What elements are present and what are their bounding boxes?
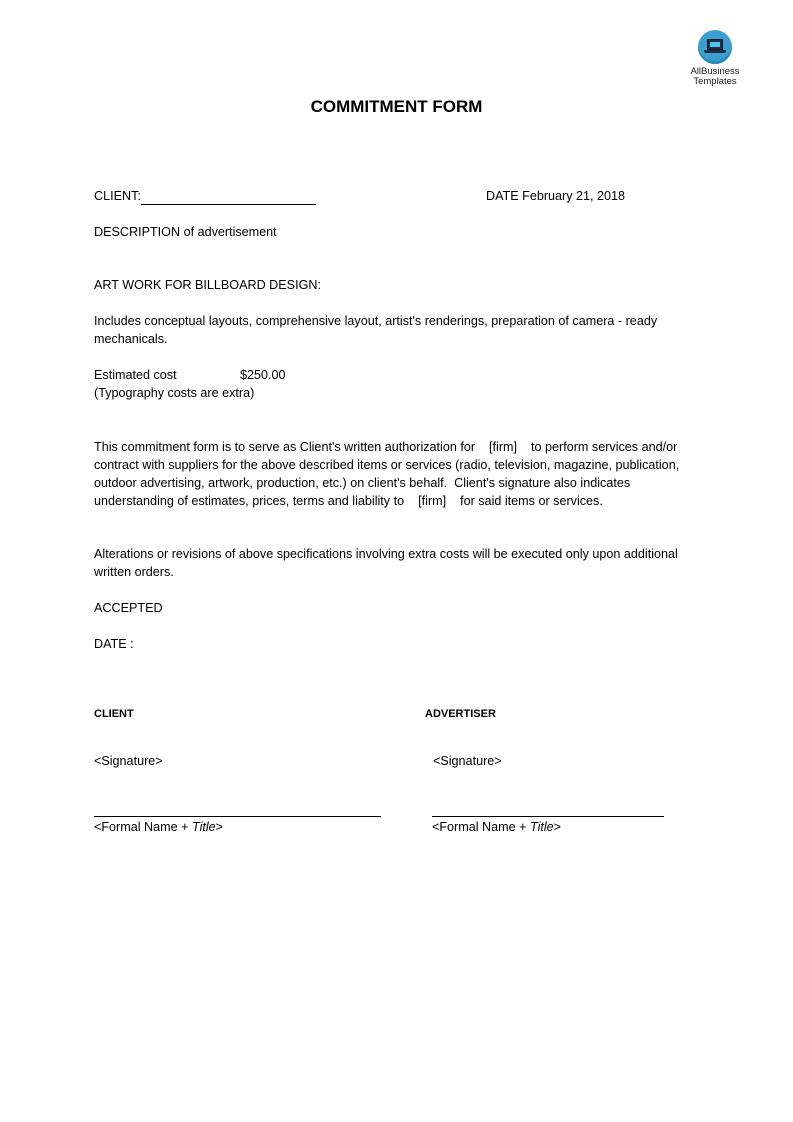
logo-line-1: AllBusiness xyxy=(690,66,740,77)
advertiser-signature-placeholder: <Signature> xyxy=(433,754,502,768)
advertiser-name-prefix: <Formal Name + xyxy=(432,820,530,834)
accepted-label: ACCEPTED xyxy=(94,601,163,615)
includes-paragraph: Includes conceptual layouts, comprehensive layout, artist's renderings, preparation of camera - ready mechanicals. xyxy=(94,314,658,346)
authorization-paragraph: This commitment form is to serve as Client's written authorization for [firm] to perform services and/or contract with suppliers for the above described items or services (radio, television, magazine, publication, outdoor advertising, artwork, production, etc.) on client's behalf. Client's signature also indicates understanding of estimates, prices, terms and liability to [firm] for said items or services. xyxy=(94,440,683,508)
description-label: DESCRIPTION of advertisement xyxy=(94,225,277,239)
client-signature-line xyxy=(94,816,381,817)
page-title: COMMITMENT FORM xyxy=(310,97,483,116)
client-signature-heading: CLIENT xyxy=(94,708,134,720)
estimate-label: Estimated cost xyxy=(94,368,177,382)
date-label: DATE : xyxy=(94,637,134,651)
advertiser-name-title: Title xyxy=(529,820,554,834)
client-signature-placeholder: <Signature> xyxy=(94,754,163,768)
advertiser-signature-heading: ADVERTISER xyxy=(425,708,496,720)
advertiser-signature-line xyxy=(432,816,664,817)
client-blank-line xyxy=(141,190,316,205)
client-name-prefix: <Formal Name + xyxy=(94,820,192,834)
artwork-heading: ART WORK FOR BILLBOARD DESIGN: xyxy=(94,278,321,292)
advertiser-name-suffix: > xyxy=(553,820,562,834)
client-field xyxy=(94,187,316,205)
laptop-icon xyxy=(698,30,732,64)
estimate-note: (Typography costs are extra) xyxy=(94,386,255,400)
client-name-suffix: > xyxy=(215,820,224,834)
logo-line-2: Templates xyxy=(693,76,737,87)
client-label: CLIENT: xyxy=(94,189,141,203)
alterations-paragraph: Alterations or revisions of above specifications involving extra costs will be executed only upon additional written orders. xyxy=(94,547,678,579)
logo xyxy=(680,30,750,87)
date-header: DATE February 21, 2018 xyxy=(486,189,626,203)
logo-text xyxy=(680,67,750,87)
advertiser-formal-name xyxy=(432,818,561,836)
client-name-title: Title xyxy=(191,820,216,834)
estimate-value: $250.00 xyxy=(240,368,286,382)
client-formal-name xyxy=(94,818,223,836)
